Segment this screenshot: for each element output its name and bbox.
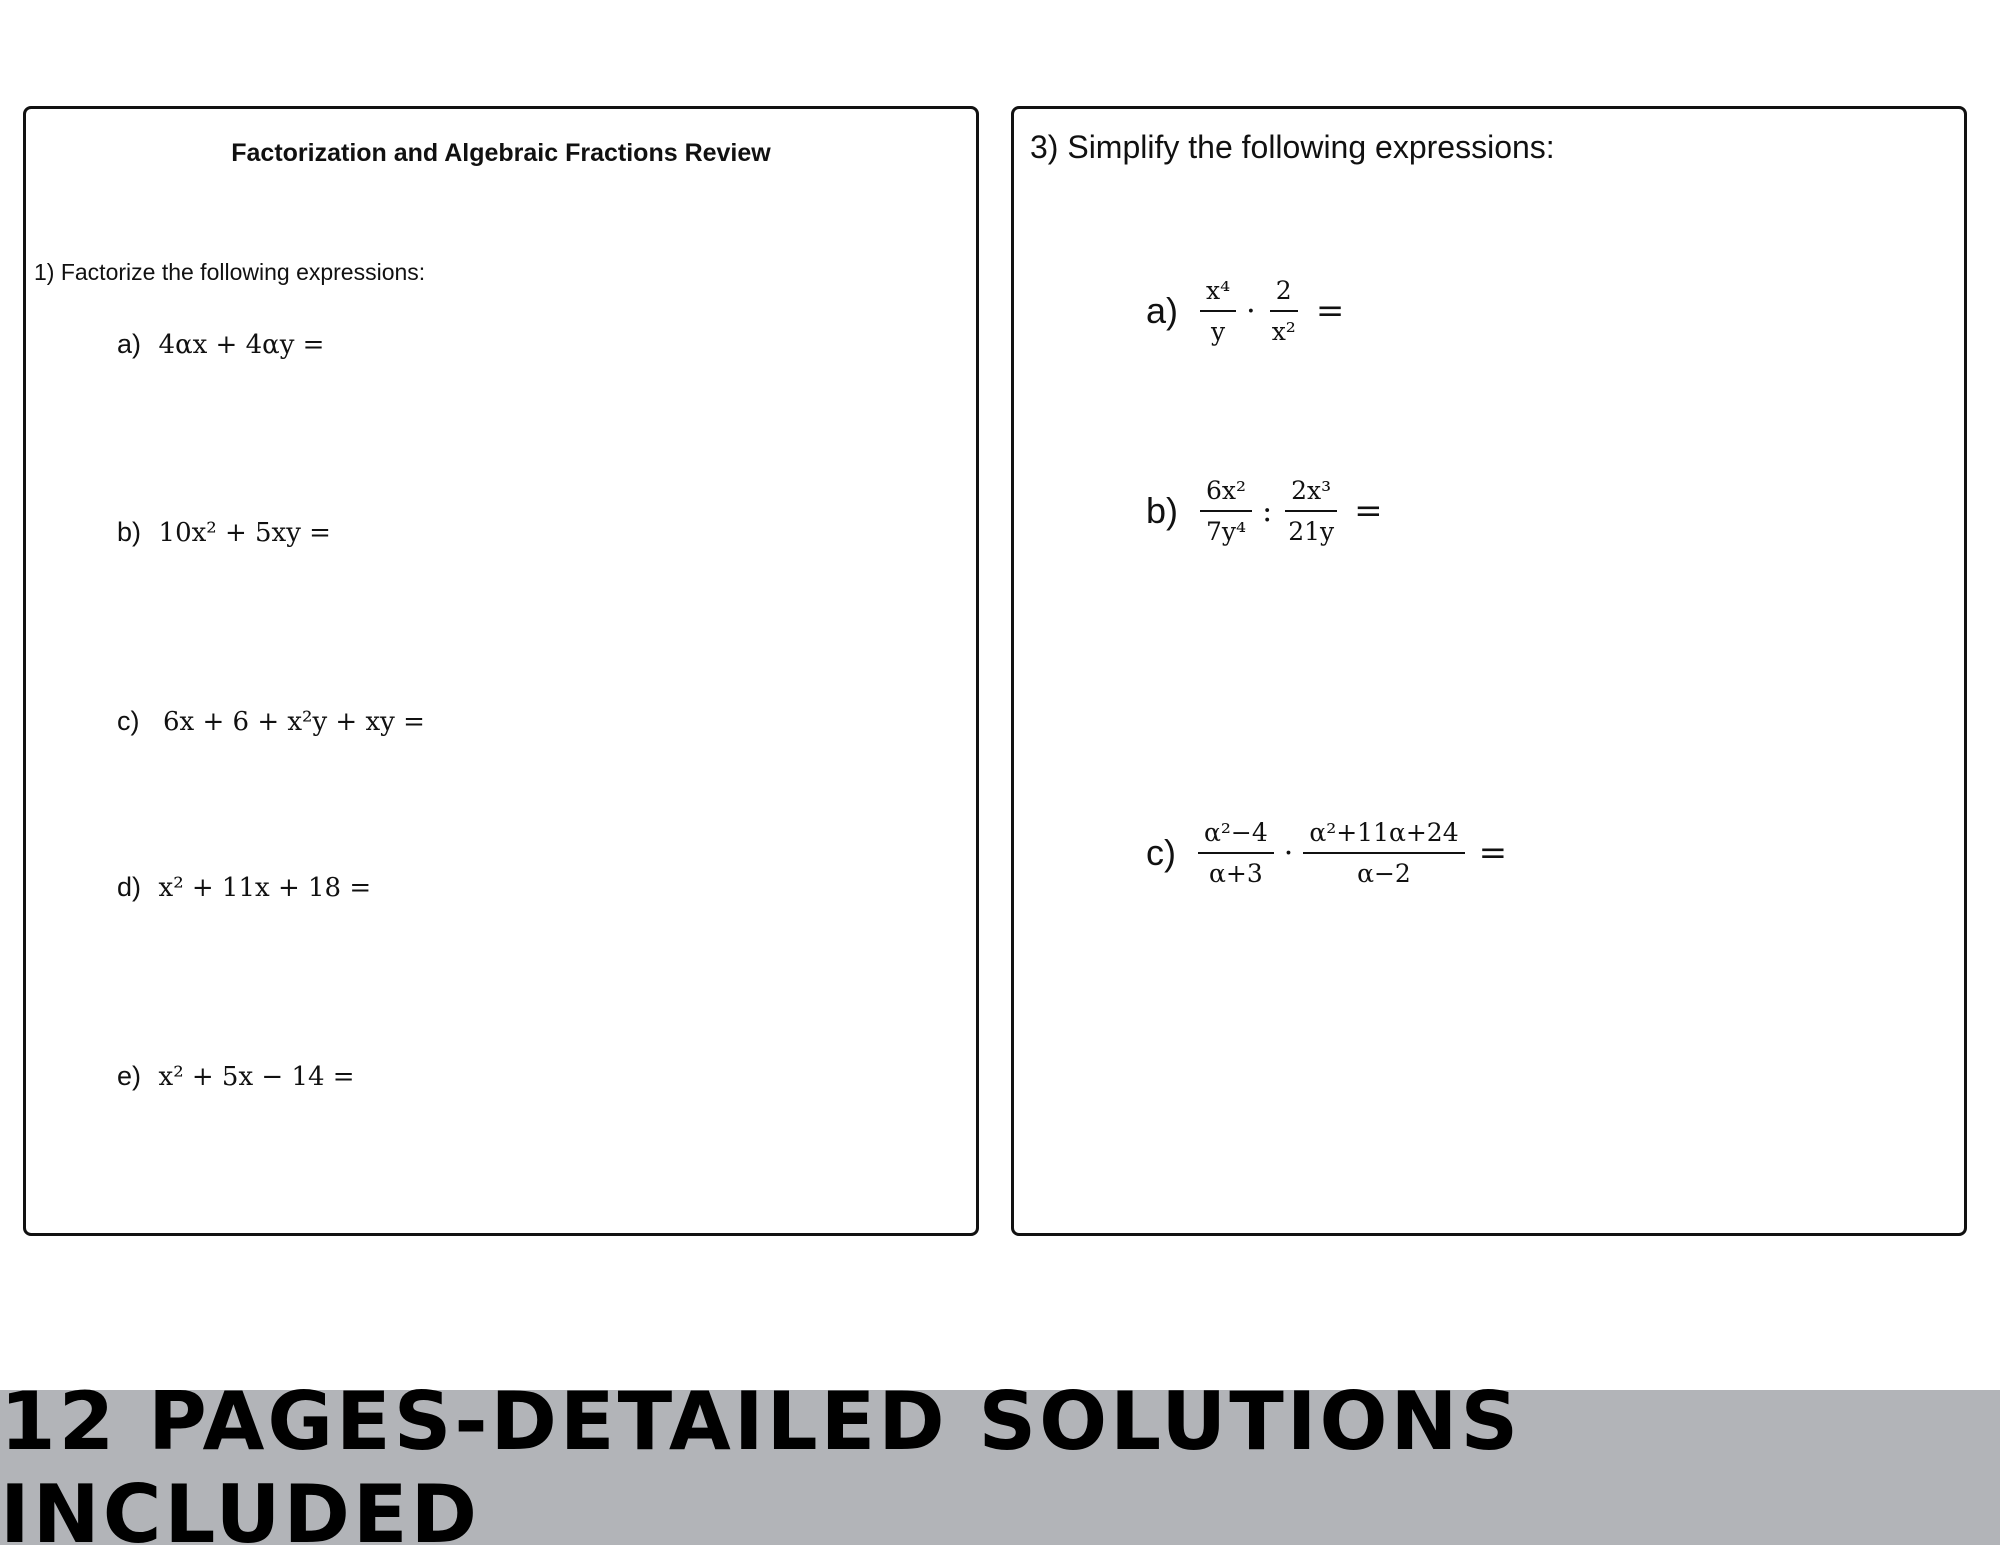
problem-1c bbox=[117, 706, 425, 737]
solutions-banner bbox=[0, 1374, 2000, 1561]
equals-sign: = bbox=[1315, 291, 1345, 332]
problem-label: c) bbox=[117, 706, 140, 736]
equals-sign: = bbox=[1478, 833, 1508, 874]
fraction-numerator: α²−4 bbox=[1198, 817, 1274, 854]
problem-expression: x² + 5x − 14 = bbox=[158, 1062, 355, 1092]
fraction-denominator: α−2 bbox=[1357, 859, 1411, 889]
fraction-numerator: 2 bbox=[1270, 275, 1298, 312]
problem-expression: 10x² + 5xy = bbox=[158, 518, 331, 548]
fraction-2 bbox=[1303, 817, 1464, 890]
worksheet-title: Factorization and Algebraic Fractions Review bbox=[231, 139, 771, 167]
operator: · bbox=[1246, 293, 1256, 329]
problem-1a bbox=[117, 329, 324, 360]
fraction-numerator: 2x³ bbox=[1285, 475, 1337, 512]
problem-label: d) bbox=[117, 872, 142, 902]
problem-1d bbox=[117, 872, 371, 903]
problem-expression: 4αx + 4αy = bbox=[158, 330, 325, 360]
operator: · bbox=[1283, 835, 1294, 871]
fraction-denominator: x² bbox=[1271, 317, 1296, 347]
fraction-numerator: α²+11α+24 bbox=[1303, 817, 1464, 854]
equals-sign: = bbox=[1354, 491, 1383, 532]
fraction-2 bbox=[1282, 475, 1340, 548]
fraction-1 bbox=[1198, 817, 1274, 890]
worksheet-page-right bbox=[1011, 106, 1967, 1236]
problem-1e bbox=[117, 1061, 355, 1092]
problem-3c bbox=[1146, 817, 1507, 890]
question-3-heading: 3) Simplify the following expressions: bbox=[1030, 129, 1555, 165]
problem-label: e) bbox=[117, 1061, 142, 1091]
fraction-numerator: x⁴ bbox=[1200, 275, 1236, 312]
fraction-denominator: y bbox=[1211, 317, 1226, 347]
banner-text: 12 PAGES-DETAILED SOLUTIONS INCLUDED bbox=[0, 1374, 1522, 1561]
problem-label: a) bbox=[117, 329, 142, 359]
problem-3a bbox=[1146, 275, 1344, 348]
operator: : bbox=[1262, 493, 1273, 529]
fraction-denominator: 21y bbox=[1288, 517, 1335, 547]
question-1-heading: 1) Factorize the following expressions: bbox=[34, 259, 426, 285]
problem-label: c) bbox=[1146, 832, 1176, 874]
problem-label: b) bbox=[1146, 490, 1179, 532]
fraction-1 bbox=[1200, 475, 1252, 548]
fraction-2 bbox=[1266, 275, 1302, 348]
fraction-denominator: α+3 bbox=[1209, 859, 1263, 889]
problem-3b bbox=[1146, 475, 1383, 548]
worksheet-page-left bbox=[23, 106, 979, 1236]
fraction-numerator: 6x² bbox=[1200, 475, 1252, 512]
problem-label: a) bbox=[1146, 290, 1179, 332]
problem-expression: 6x + 6 + x²y + xy = bbox=[163, 707, 425, 737]
fraction-denominator: 7y⁴ bbox=[1206, 517, 1247, 547]
problem-1b bbox=[117, 517, 331, 548]
fraction-1 bbox=[1200, 275, 1236, 348]
problem-label: b) bbox=[117, 517, 142, 547]
problem-expression: x² + 11x + 18 = bbox=[158, 873, 372, 903]
